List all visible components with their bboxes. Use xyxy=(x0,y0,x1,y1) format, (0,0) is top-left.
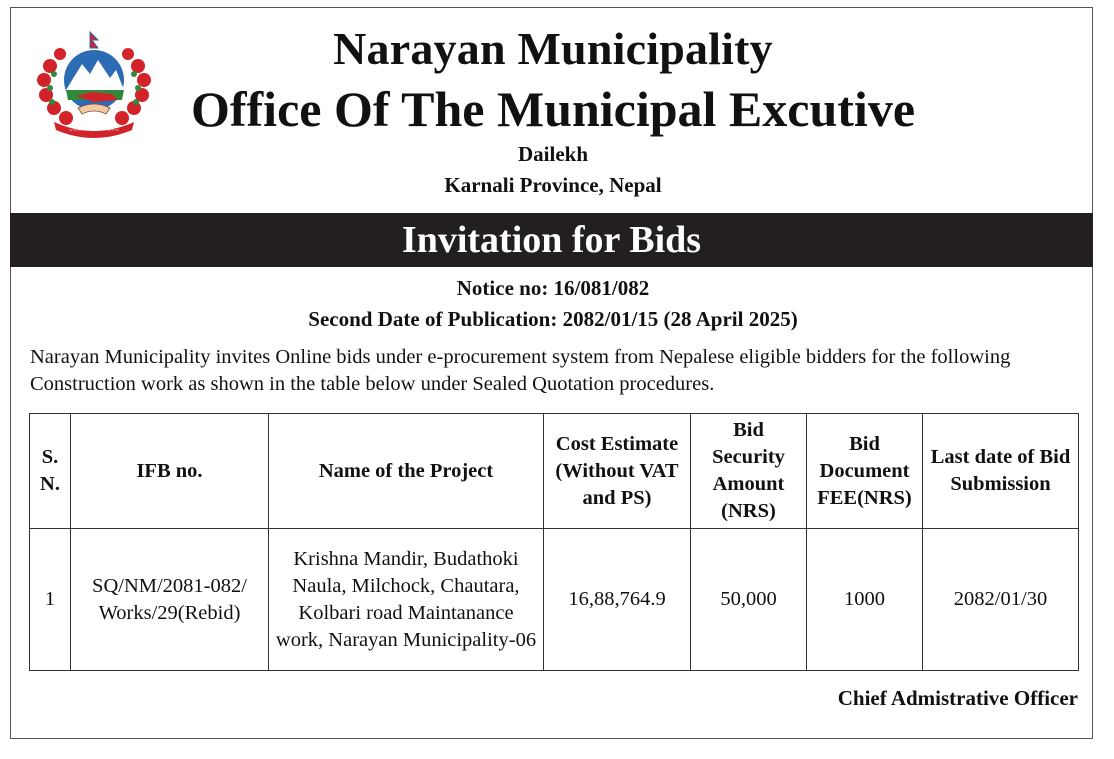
cell-fee: 1000 xyxy=(807,529,923,671)
col-header-ifb: IFB no. xyxy=(71,414,269,529)
cell-security: 50,000 xyxy=(691,529,807,671)
cell-cost: 16,88,764.9 xyxy=(544,529,691,671)
municipality-name: Narayan Municipality xyxy=(333,23,773,74)
intro-paragraph: Narayan Municipality invites Online bids under e-procurement system from Nepalese eligible bidders for the following Construction work as shown in the table below under Sealed Quotation procedures. xyxy=(30,346,1011,395)
province-name: Karnali Province, Nepal xyxy=(444,173,662,197)
invitation-banner: Invitation for Bids xyxy=(10,213,1093,267)
col-header-project: Name of the Project xyxy=(269,414,544,529)
cell-sn: 1 xyxy=(30,529,71,671)
district-name: Dailekh xyxy=(517,142,588,166)
col-header-fee: Bid Document FEE(NRS) xyxy=(807,414,923,529)
table-header-row xyxy=(30,414,1079,529)
svg-text:~~~~~~~~~~~~: ~~~~~~~~~~~~ xyxy=(68,128,120,134)
publication-date: Second Date of Publication: 2082/01/15 (28 April 2025) xyxy=(308,307,798,331)
col-header-sn: S. N. xyxy=(30,414,71,529)
bids-table xyxy=(29,413,1079,671)
col-header-cost: Cost Estimate (Without VAT and PS) xyxy=(544,414,691,529)
cell-ifb: SQ/NM/2081-082/ Works/29(Rebid) xyxy=(71,529,269,671)
office-name: Office Of The Municipal Excutive xyxy=(190,81,916,137)
notice-number: Notice no: 16/081/082 xyxy=(456,276,650,300)
col-header-deadline: Last date of Bid Submission xyxy=(923,414,1079,529)
cell-deadline: 2082/01/30 xyxy=(923,529,1079,671)
table-row xyxy=(30,529,1079,671)
cell-project: Krishna Mandir, Budathoki Naula, Milchock, Chautara, Kolbari road Maintanance work, Narayan Municipality-06 xyxy=(269,529,544,671)
signoff: Chief Admistrative Officer xyxy=(837,686,1078,710)
col-header-security: Bid Security Amount (NRS) xyxy=(691,414,807,529)
